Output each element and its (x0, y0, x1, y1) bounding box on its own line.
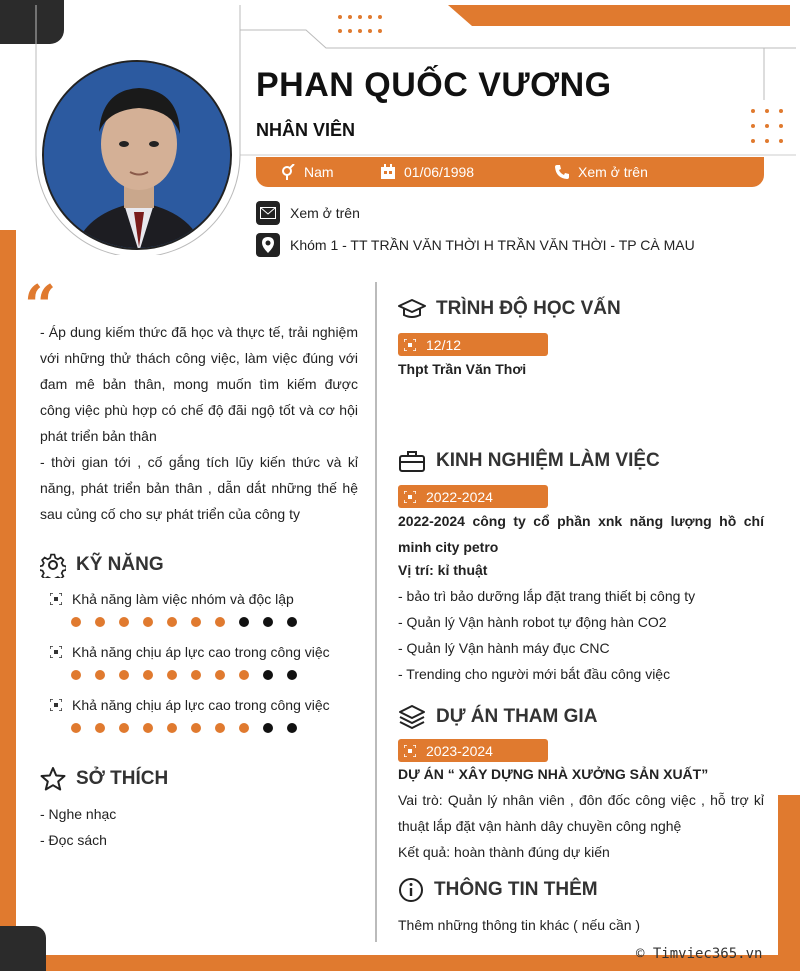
hobbies-title (40, 766, 168, 792)
skills-title (40, 552, 164, 578)
skill-dot (263, 670, 273, 680)
dot-grid-right (748, 106, 788, 152)
graduation-cap-icon (398, 298, 426, 320)
skill-dot (95, 617, 105, 627)
projects-title (398, 704, 597, 730)
skill-dot (239, 670, 249, 680)
company-name: 2022-2024 công ty cổ phần xnk năng lượng hồ chí minh city petro (398, 513, 764, 555)
info-bar (256, 157, 764, 187)
skill-dot (239, 723, 249, 733)
skill-item (50, 644, 330, 660)
skill-level-dots (71, 617, 297, 627)
watermark: © Timviec365.vn (636, 946, 763, 962)
projects-title-text: DỰ ÁN THAM GIA (436, 706, 598, 727)
location-icon (256, 233, 280, 257)
skill-label: Khả năng làm việc nhóm và độc lập (72, 591, 294, 607)
skill-dot (143, 723, 153, 733)
skills-title-text: KỸ NĂNG (76, 554, 164, 575)
experience-period: 2022-2024 (426, 488, 493, 505)
skill-dot (119, 670, 129, 680)
skill-dot (143, 670, 153, 680)
extra-title (398, 877, 598, 903)
side-bar-right (778, 795, 800, 971)
birthday-item (380, 157, 474, 187)
skill-dot (239, 617, 249, 627)
email-row (256, 201, 360, 225)
skill-dot (167, 617, 177, 627)
phone-icon (554, 164, 570, 180)
education-period-tag (398, 333, 548, 356)
education-title-text: TRÌNH ĐỘ HỌC VẤN (436, 298, 621, 319)
birthday-text: 01/06/1998 (404, 164, 475, 180)
phone-text: Xem ở trên (578, 164, 648, 180)
job-title: NHÂN VIÊN (256, 120, 356, 140)
skill-dot (287, 617, 297, 627)
focus-icon (404, 339, 416, 351)
skill-dot (71, 723, 81, 733)
skill-dot (95, 723, 105, 733)
briefcase-icon (398, 450, 426, 472)
project-period-tag (398, 739, 548, 762)
email-text: Xem ở trên (290, 205, 360, 221)
experience-period-tag (398, 485, 548, 508)
skill-label: Khả năng chịu áp lực cao trong công việc (72, 644, 330, 660)
skill-dot (95, 670, 105, 680)
skill-dot (191, 723, 201, 733)
info-icon (398, 877, 424, 903)
email-icon (256, 201, 280, 225)
skill-dot (143, 617, 153, 627)
skill-dot (191, 670, 201, 680)
column-divider (375, 282, 377, 942)
project-name: DỰ ÁN “ XÂY DỰNG NHÀ XƯỞNG SẢN XUẤT” (398, 766, 709, 782)
skill-dot (119, 723, 129, 733)
summary-paragraph-1: - Áp dung kiếm thức đã học và thực tế, trải nghiệm với những thử thách công việc, làm việc đúng với đam mê bản thân, mong muốn tìm kiếm được công việc phù hợp có chế độ đãi ngộ tốt và cơ hội phát triển bản thân (40, 324, 358, 444)
summary (40, 319, 358, 527)
quote-mark: “ (24, 273, 57, 339)
gear-icon (40, 552, 66, 578)
corner-block-bottom-left (0, 926, 46, 971)
skill-dot (119, 617, 129, 627)
experience-title (398, 450, 660, 472)
avatar (42, 60, 232, 250)
skill-dot (167, 670, 177, 680)
skill-dot (191, 617, 201, 627)
task-item: - Quản lý Vận hành máy đục CNC (398, 640, 610, 656)
star-icon (40, 766, 66, 792)
skill-dot (215, 617, 225, 627)
skill-dot (263, 723, 273, 733)
focus-icon (50, 646, 62, 658)
focus-icon (404, 745, 416, 757)
task-item: - Trending cho người mới bắt đầu công việc (398, 666, 671, 682)
gender-text: Nam (304, 164, 334, 180)
layers-icon (398, 704, 426, 730)
skill-dot (71, 670, 81, 680)
position: Vị trí: kỉ thuật (398, 562, 488, 578)
skill-item (50, 697, 330, 713)
experience-title-text: KINH NGHIỆM LÀM VIỆC (436, 450, 660, 471)
skill-dot (71, 617, 81, 627)
extra-title-text: THÔNG TIN THÊM (434, 879, 598, 900)
address-row (256, 233, 695, 257)
focus-icon (50, 699, 62, 711)
skill-dot (215, 723, 225, 733)
education-period: 12/12 (426, 336, 462, 353)
task-item: - Quản lý Vận hành robot tự động hàn CO2 (398, 614, 667, 630)
extra-text: Thêm những thông tin khác ( nếu cần ) (398, 917, 641, 933)
skill-dot (215, 670, 225, 680)
project-period: 2023-2024 (426, 742, 493, 759)
project-role: Vai trò: Quản lý nhân viên , đôn đốc công việc , hỗ trợ kỉ thuật lắp đặt vận hành dây chuyền công nghệ (398, 792, 764, 834)
calendar-icon (380, 164, 396, 180)
skill-dot (263, 617, 273, 627)
hobby-item: - Nghe nhạc (40, 806, 117, 822)
skill-dot (167, 723, 177, 733)
dot-grid-top (336, 12, 386, 38)
school-name: Thpt Trần Văn Thơi (398, 361, 527, 377)
skill-level-dots (71, 670, 297, 680)
skill-item (50, 591, 294, 607)
skill-dot (287, 670, 297, 680)
candidate-name: PHAN QUỐC VƯƠNG (256, 66, 612, 104)
hobby-item: - Đọc sách (40, 832, 107, 848)
skill-level-dots (71, 723, 297, 733)
summary-paragraph-2: - thời gian tới , cố gắng tích lũy kiến thức và kỉ năng, phát triển bản thân , dẫn dắt những thế hệ sau củng cố cho sự phát triển của công ty (40, 454, 358, 522)
focus-icon (404, 491, 416, 503)
task-item: - bảo trì bảo dưỡng lắp đặt trang thiết bị công ty (398, 588, 696, 604)
side-bar-left (0, 230, 16, 971)
gender-icon (280, 164, 296, 180)
project-result: Kết quả: hoàn thành đúng dự kiến (398, 844, 610, 860)
hobbies-title-text: SỞ THÍCH (76, 768, 169, 789)
skill-label: Khả năng chịu áp lực cao trong công việc (72, 697, 330, 713)
skill-dot (287, 723, 297, 733)
phone-item (554, 157, 648, 187)
focus-icon (50, 593, 62, 605)
address-text: Khóm 1 - TT TRẦN VĂN THỜI H TRẦN VĂN THỜI - TP CÀ MAU (290, 237, 695, 253)
education-title (398, 298, 621, 320)
gender-item (280, 157, 334, 187)
